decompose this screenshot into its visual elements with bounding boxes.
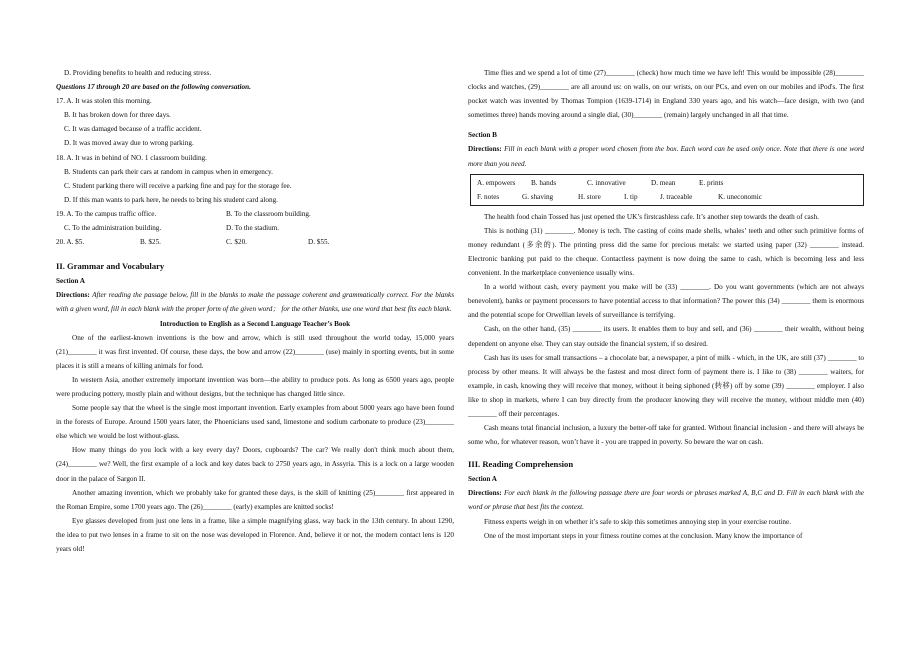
paragraph: Time flies and we spend a lot of time (27)________ (check) how much time we have left! This would be impossible (28)________ clocks and watches, (29)________ are all around us: on walls, on our wrists, on our PCs, and even on our mobiles and iPod's. The first pocket watch was invented by Thomas Tompion (1639-1714) in England 330 years ago, and his watch—face design, with two (and sometimes three) hands moving around a single dial, (30)________ (remain) largely unchanged in all that time. [468, 69, 864, 120]
passage-title: Introduction to English as a Second Language Teacher’s Book [159, 319, 351, 328]
section-a-label: Section A [56, 277, 85, 286]
q18-option-c: C. Student parking there will receive a parking fine and pay for the storage fee. [64, 181, 292, 190]
paragraph: The health food chain Tossed has just opened the UK’s firstcashless cafe. It’s another step towards the death of cash. [484, 212, 819, 221]
part2-title: II. Grammar and Vocabulary [56, 261, 165, 272]
paragraph: This is nothing (31) ________. Money is tech. The casting of coins made shells, whales’ teeth and other such primitive forms of money redundant (多余的). The printing press did the same for precious metals: we started using paper (32) ________ instead. Electronic banking put paid to the cheque. Contactless payment is now doing the same to cash, which is becoming less and less convenient. In the marketplace convenience usually wins. [468, 226, 864, 278]
q19-row-2 [56, 221, 454, 235]
section-a-label: Section A [468, 475, 497, 484]
reading-directions [468, 486, 864, 514]
section-b-label: Section B [468, 131, 497, 140]
q17-option-d: D. It was moved away due to wrong parking. [64, 139, 194, 148]
word-option: G. shaving [522, 192, 554, 201]
word-option: D. mean [651, 178, 676, 187]
paragraph: One of the earliest-known inventions is the bow and arrow, which is still used throughout the world today, 15,000 years (21)________ it was first invented. Of course, these days, the bow and arrow (22)________ (use) mainly in sporting events, but in some places it is still a means of killing animals for food. [56, 333, 454, 370]
directions-text: Fill in each blank with a proper word chosen from the box. Each word can be used only once. Note that there is one word more than you need. [468, 145, 864, 168]
paragraph: Cash has its uses for small transactions – a chocolate bar, a newspaper, a pint of milk - which, in the UK, are still (37) ________ to process by other means. It will always be the fastest and most direct form of payment there is. I like to (38) ________ waiters, for example, in cash, knowing they will receive that money, without it being siphoned (转移) off by some (39) ________ employer. I also like to shop in markets, where I can buy directly from the producer knowing they will receive the money, without middle men (40) ________ off their percentages. [468, 353, 864, 418]
word-option: E. prints [699, 178, 724, 187]
section-b-directions [468, 142, 864, 170]
section-a-directions [56, 288, 454, 316]
directions-label: Directions: [468, 489, 502, 498]
q16-option-d: D. Providing benefits to health and reducing stress. [64, 69, 212, 77]
right-column [468, 66, 864, 543]
q19-option-b: B. To the classroom building. [226, 209, 311, 218]
q18-option-a: 18. A. It was in behind of NO. 1 classroom building. [56, 153, 207, 162]
paragraph: In western Asia, another extremely important invention was born—the ability to produce pots. As long as 6500 years ago, people were producing pottery, mostly plain and without designs, but the technique has changed little since. [56, 375, 454, 398]
paragraph: Eye glasses developed from just one lens in a frame, like a simple magnifying glass, way back in the 13th century. In about 1290, the idea to put two lenses in a frame to sit on the nose was developed in Florence. And, believe it or not, the modern contact lens is 120 years old! [56, 516, 454, 553]
q17-option-b: B. It has broken down for three days. [64, 111, 171, 120]
word-option: I. tip [624, 192, 638, 201]
word-option: B. hands [531, 178, 557, 187]
word-option: H. store [578, 192, 601, 201]
paragraph: Fitness experts weigh in on whether it’s safe to skip this sometimes annoying step in your exercise routine. [484, 517, 792, 526]
q18-option-b: B. Students can park their cars at random in campus when in emergency. [64, 167, 273, 176]
q17-20-heading: Questions 17 through 20 are based on the following conversation. [56, 83, 251, 92]
q17-option-c: C. It was damaged because of a traffic accident. [64, 125, 202, 134]
q19-option-c: C. To the administration building. [64, 224, 162, 233]
directions-label: Directions: [468, 145, 502, 154]
paragraph: One of the most important steps in your fitness routine comes at the conclusion. Many know the importance of [484, 531, 803, 540]
word-box-row-1 [477, 176, 857, 190]
q20-option-d: D. $55. [308, 238, 330, 247]
word-option: F. notes [477, 192, 500, 201]
q20-row [56, 235, 454, 249]
part3-title: III. Reading Comprehension [468, 459, 574, 470]
paragraph: Another amazing invention, which we probably take for granted these days, is the skill of knitting (25)________ first appeared in the Roman Empire, some 1700 years ago. The (26)________ (early) examples are knitted socks! [56, 488, 454, 511]
q20-option-a: 20. A. $5. [56, 238, 85, 247]
paragraph: Some people say that the wheel is the single most important invention. Early examples from about 5000 years ago have been found in the forests of Europe. Around 1500 years later, the Phoenicians used sand, limestone and sodium carbonate to produce (23)________ else which we would be lost without-glass. [56, 404, 454, 441]
word-box [470, 174, 864, 206]
word-option: A. empowers [477, 178, 516, 187]
q17-option-a: 17. A. It was stolen this morning. [56, 97, 152, 106]
q19-row-1 [56, 207, 454, 221]
word-box-row-2 [477, 190, 857, 204]
q20-option-b: B. $25. [140, 238, 161, 247]
word-option: K. uneconomic [718, 192, 762, 201]
paragraph: In a world without cash, every payment you make will be (33) ________. Do you want governments (which are not always benevolent), banks or payment processors to have potential access to that information? The power this (34) ________ them is enormous and the potential scope for Orwellian levels of surveillance is terrifying. [468, 283, 864, 320]
directions-label: Directions: [56, 291, 90, 300]
directions-text: For each blank in the following passage there are four words or phrases marked A, B,C and D. Fill in each blank with the word or phrase that best fits the context. [468, 489, 864, 512]
word-option: C. innovative [587, 178, 626, 187]
directions-text: After reading the passage below, fill in the blanks to make the passage coherent and grammatically correct. For the blanks with a given word, fill in each blank with the proper form of the given word； for the other blanks, use one word that best fits each blank. [56, 291, 455, 314]
left-column [56, 66, 454, 556]
q20-option-c: C. $20. [226, 238, 247, 247]
q18-option-d: D. If this man wants to park here, he needs to bring his student card along. [64, 195, 278, 204]
q19-option-a: 19. A. To the campus traffic office. [56, 209, 157, 218]
paragraph: Cash, on the other hand, (35) ________ its users. It enables them to buy and sell, and (36) ________ their wealth, without being dependent on anyone else. They can stay outside the financial system, if so desired. [468, 325, 864, 348]
q19-option-d: D. To the stadium. [226, 224, 280, 233]
paragraph: Cash means total financial inclusion, a luxury the better-off take for granted. Without financial inclusion - and there will always be some who, for whatever reason, won’t have it - you are trapped in poverty. So beware the war on cash. [468, 424, 864, 447]
word-option: J. traceable [660, 192, 693, 201]
paragraph: How many things do you lock with a key every day? Doors, cupboards? The car? We really don't think much about them, (24)________ we? Well, the first example of a lock and key dates back to 2750 years ago, in Assyria. This is a lock on a large wooden door in the palace of Sargon II. [56, 446, 454, 483]
